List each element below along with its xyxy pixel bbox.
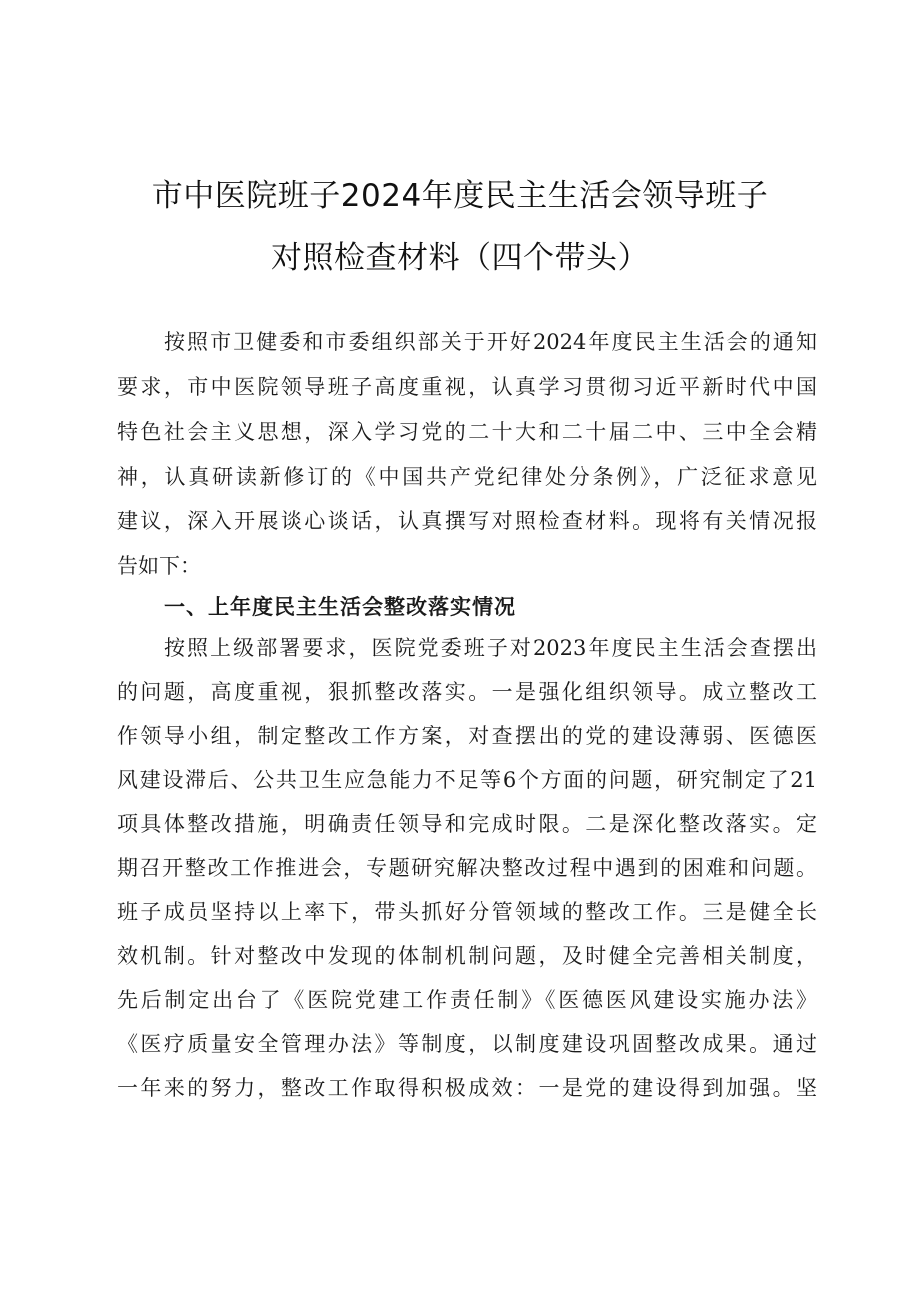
section-1-line-11: 一年来的努力，整改工作取得积极成效：一是党的建设得到加强。坚 [117, 1076, 817, 1100]
section-1-line-5: 项具体整改措施，明确责任领导和完成时限。二是深化整改落实。定 [117, 812, 817, 836]
intro-line-6: 告如下： [117, 554, 201, 578]
section-1-line-6: 期召开整改工作推进会，专题研究解决整改过程中遇到的困难和问题。 [117, 856, 817, 880]
section-1-line-7: 班子成员坚持以上率下，带头抓好分管领域的整改工作。三是健全长 [117, 900, 817, 924]
section-1-line-9: 先后制定出台了《医院党建工作责任制》《医德医风建设实施办法》 [117, 988, 817, 1012]
section-1-line-1: 按照上级部署要求，医院党委班子对2023年度民主生活会查摆出 [164, 636, 817, 660]
intro-line-4: 神，认真研读新修订的《中国共产党纪律处分条例》，广泛征求意见 [117, 465, 817, 489]
intro-line-5: 建议，深入开展谈心谈话，认真撰写对照检查材料。现将有关情况报 [117, 509, 817, 533]
section-1-line-8: 效机制。针对整改中发现的体制机制问题，及时健全完善相关制度， [117, 944, 817, 968]
section-1-line-10: 《医疗质量安全管理办法》等制度，以制度建设巩固整改成果。通过 [117, 1032, 817, 1056]
section-1-line-2: 的问题，高度重视，狠抓整改落实。一是强化组织领导。成立整改工 [117, 680, 817, 704]
section-1-line-3: 作领导小组，制定整改工作方案，对查摆出的党的建设薄弱、医德医 [117, 724, 817, 748]
intro-line-2: 要求，市中医院领导班子高度重视，认真学习贯彻习近平新时代中国 [117, 375, 817, 399]
section-1-line-4: 风建设滞后、公共卫生应急能力不足等6个方面的问题，研究制定了21 [117, 768, 817, 792]
intro-line-1: 按照市卫健委和市委组织部关于开好2024年度民主生活会的通知 [164, 330, 817, 354]
document-title-line-2: 对照检查材料（四个带头） [271, 240, 649, 276]
intro-line-3: 特色社会主义思想，深入学习党的二十大和二十届二中、三中全会精 [117, 420, 817, 444]
document-title-line-1: 市中医院班子2024年度民主生活会领导班子 [151, 178, 769, 214]
section-1-heading: 一、上年度民主生活会整改落实情况 [164, 595, 516, 619]
